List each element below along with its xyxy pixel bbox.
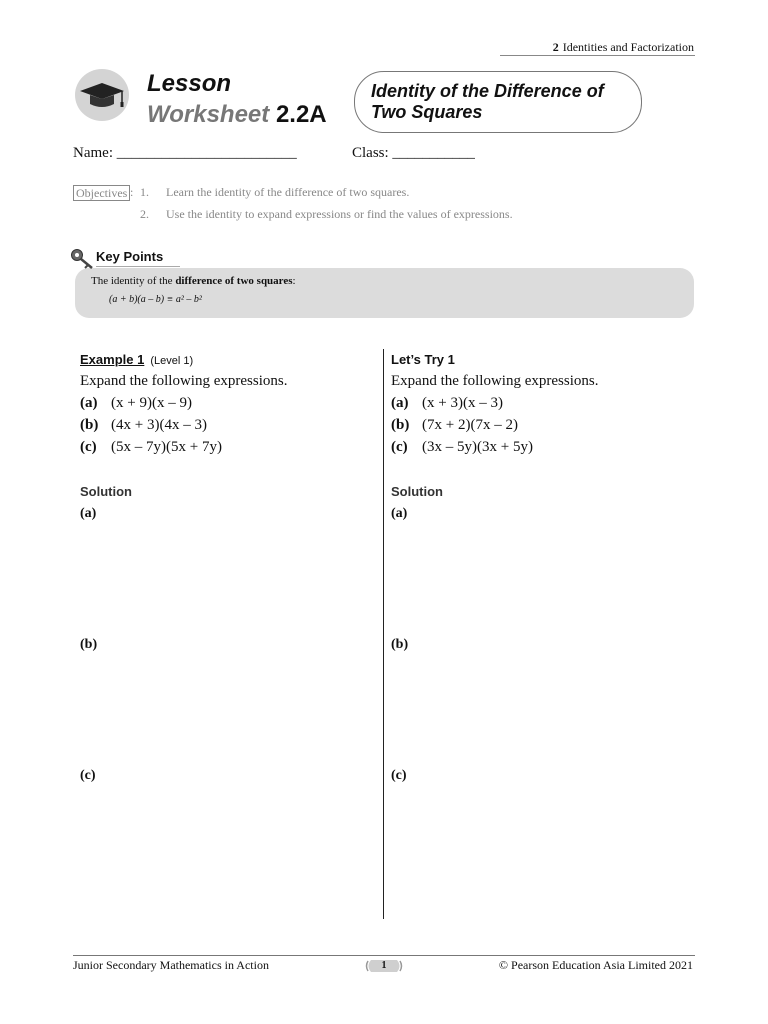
title-line-2: Two Squares: [371, 102, 483, 122]
example-level: (Level 1): [150, 355, 194, 367]
example-question-a-expr: (x + 9)(x – 9): [111, 395, 192, 411]
key-points-rule: [96, 266, 180, 267]
worksheet-word: Worksheet: [147, 101, 270, 128]
footer-book-title: Junior Secondary Mathematics in Action: [73, 958, 269, 972]
example-question-a-label: (a): [80, 395, 98, 411]
try-part-c: (c): [391, 768, 407, 783]
try-question-b-label: (b): [391, 417, 410, 433]
try-question-c: [391, 439, 533, 456]
example-question-c-label: (c): [80, 439, 97, 455]
chapter-number: 2: [552, 40, 559, 54]
example-instruction: Expand the following expressions.: [80, 373, 288, 389]
footer-rule: [73, 955, 695, 956]
example-question-a: [80, 395, 192, 412]
key-points-bold: difference of two squares: [175, 275, 293, 287]
example-part-a: (a): [80, 506, 97, 521]
graduation-cap-icon: [78, 79, 126, 111]
key-points-suffix: :: [292, 275, 296, 287]
try-instruction: Expand the following expressions.: [391, 373, 599, 389]
objective-text-1: Learn the identity of the difference of two squares.: [166, 185, 410, 199]
worksheet-label: [147, 101, 327, 129]
try-question-b-expr: (7x + 2)(7x – 2): [422, 417, 518, 433]
example-question-c: [80, 439, 222, 456]
class-field: Class: ___________: [352, 145, 475, 161]
graduation-cap-logo: [75, 69, 129, 121]
example-title: [80, 352, 193, 367]
objective-number-1: 1.: [140, 185, 149, 199]
key-points-prefix: The identity of the: [91, 275, 176, 287]
try-part-a: (a): [391, 506, 408, 521]
example-question-b-label: (b): [80, 417, 99, 433]
try-question-b: [391, 417, 518, 434]
example-title-text: Example 1: [80, 352, 145, 367]
example-question-b-expr: (4x + 3)(4x – 3): [111, 417, 207, 433]
key-points-formula: (a + b)(a – b) ≡ a² – b²: [109, 294, 202, 305]
worksheet-number: 2.2A: [275, 101, 327, 128]
example-part-c: (c): [80, 768, 96, 783]
try-question-a-label: (a): [391, 395, 409, 411]
page-number: 1: [381, 960, 387, 971]
chapter-heading: [553, 40, 694, 55]
try-question-c-expr: (3x – 5y)(3x + 5y): [422, 439, 533, 455]
footer-copyright: © Pearson Education Asia Limited 2021: [498, 958, 693, 972]
worksheet-title: [354, 71, 642, 133]
try-solution-label: Solution: [391, 484, 443, 499]
key-points-title: Key Points: [96, 249, 164, 264]
objectives-colon: :: [130, 185, 134, 199]
key-icon: [70, 248, 96, 275]
title-line-1: Identity of the Difference of: [371, 81, 604, 101]
example-question-b: [80, 417, 207, 434]
key-points-statement: [91, 275, 296, 287]
name-field: Name: ________________________: [73, 145, 297, 161]
objective-text-2: Use the identity to expand expressions or find the values of expressions.: [166, 207, 513, 221]
header-rule: [500, 55, 695, 56]
lesson-label: Lesson: [147, 70, 232, 97]
objectives-label: Objectives: [73, 185, 130, 201]
example-solution-label: Solution: [80, 484, 132, 499]
column-divider: [383, 349, 384, 919]
try-question-a-expr: (x + 3)(x – 3): [422, 395, 503, 411]
try-question-c-label: (c): [391, 439, 408, 455]
page-number-badge: [365, 959, 403, 973]
try-title: Let’s Try 1: [391, 352, 455, 367]
example-question-c-expr: (5x – 7y)(5x + 7y): [111, 439, 222, 455]
chapter-title: Identities and Factorization: [562, 40, 694, 54]
example-part-b: (b): [80, 637, 98, 652]
objective-number-2: 2.: [140, 207, 149, 221]
try-question-a: [391, 395, 503, 412]
try-part-b: (b): [391, 637, 409, 652]
